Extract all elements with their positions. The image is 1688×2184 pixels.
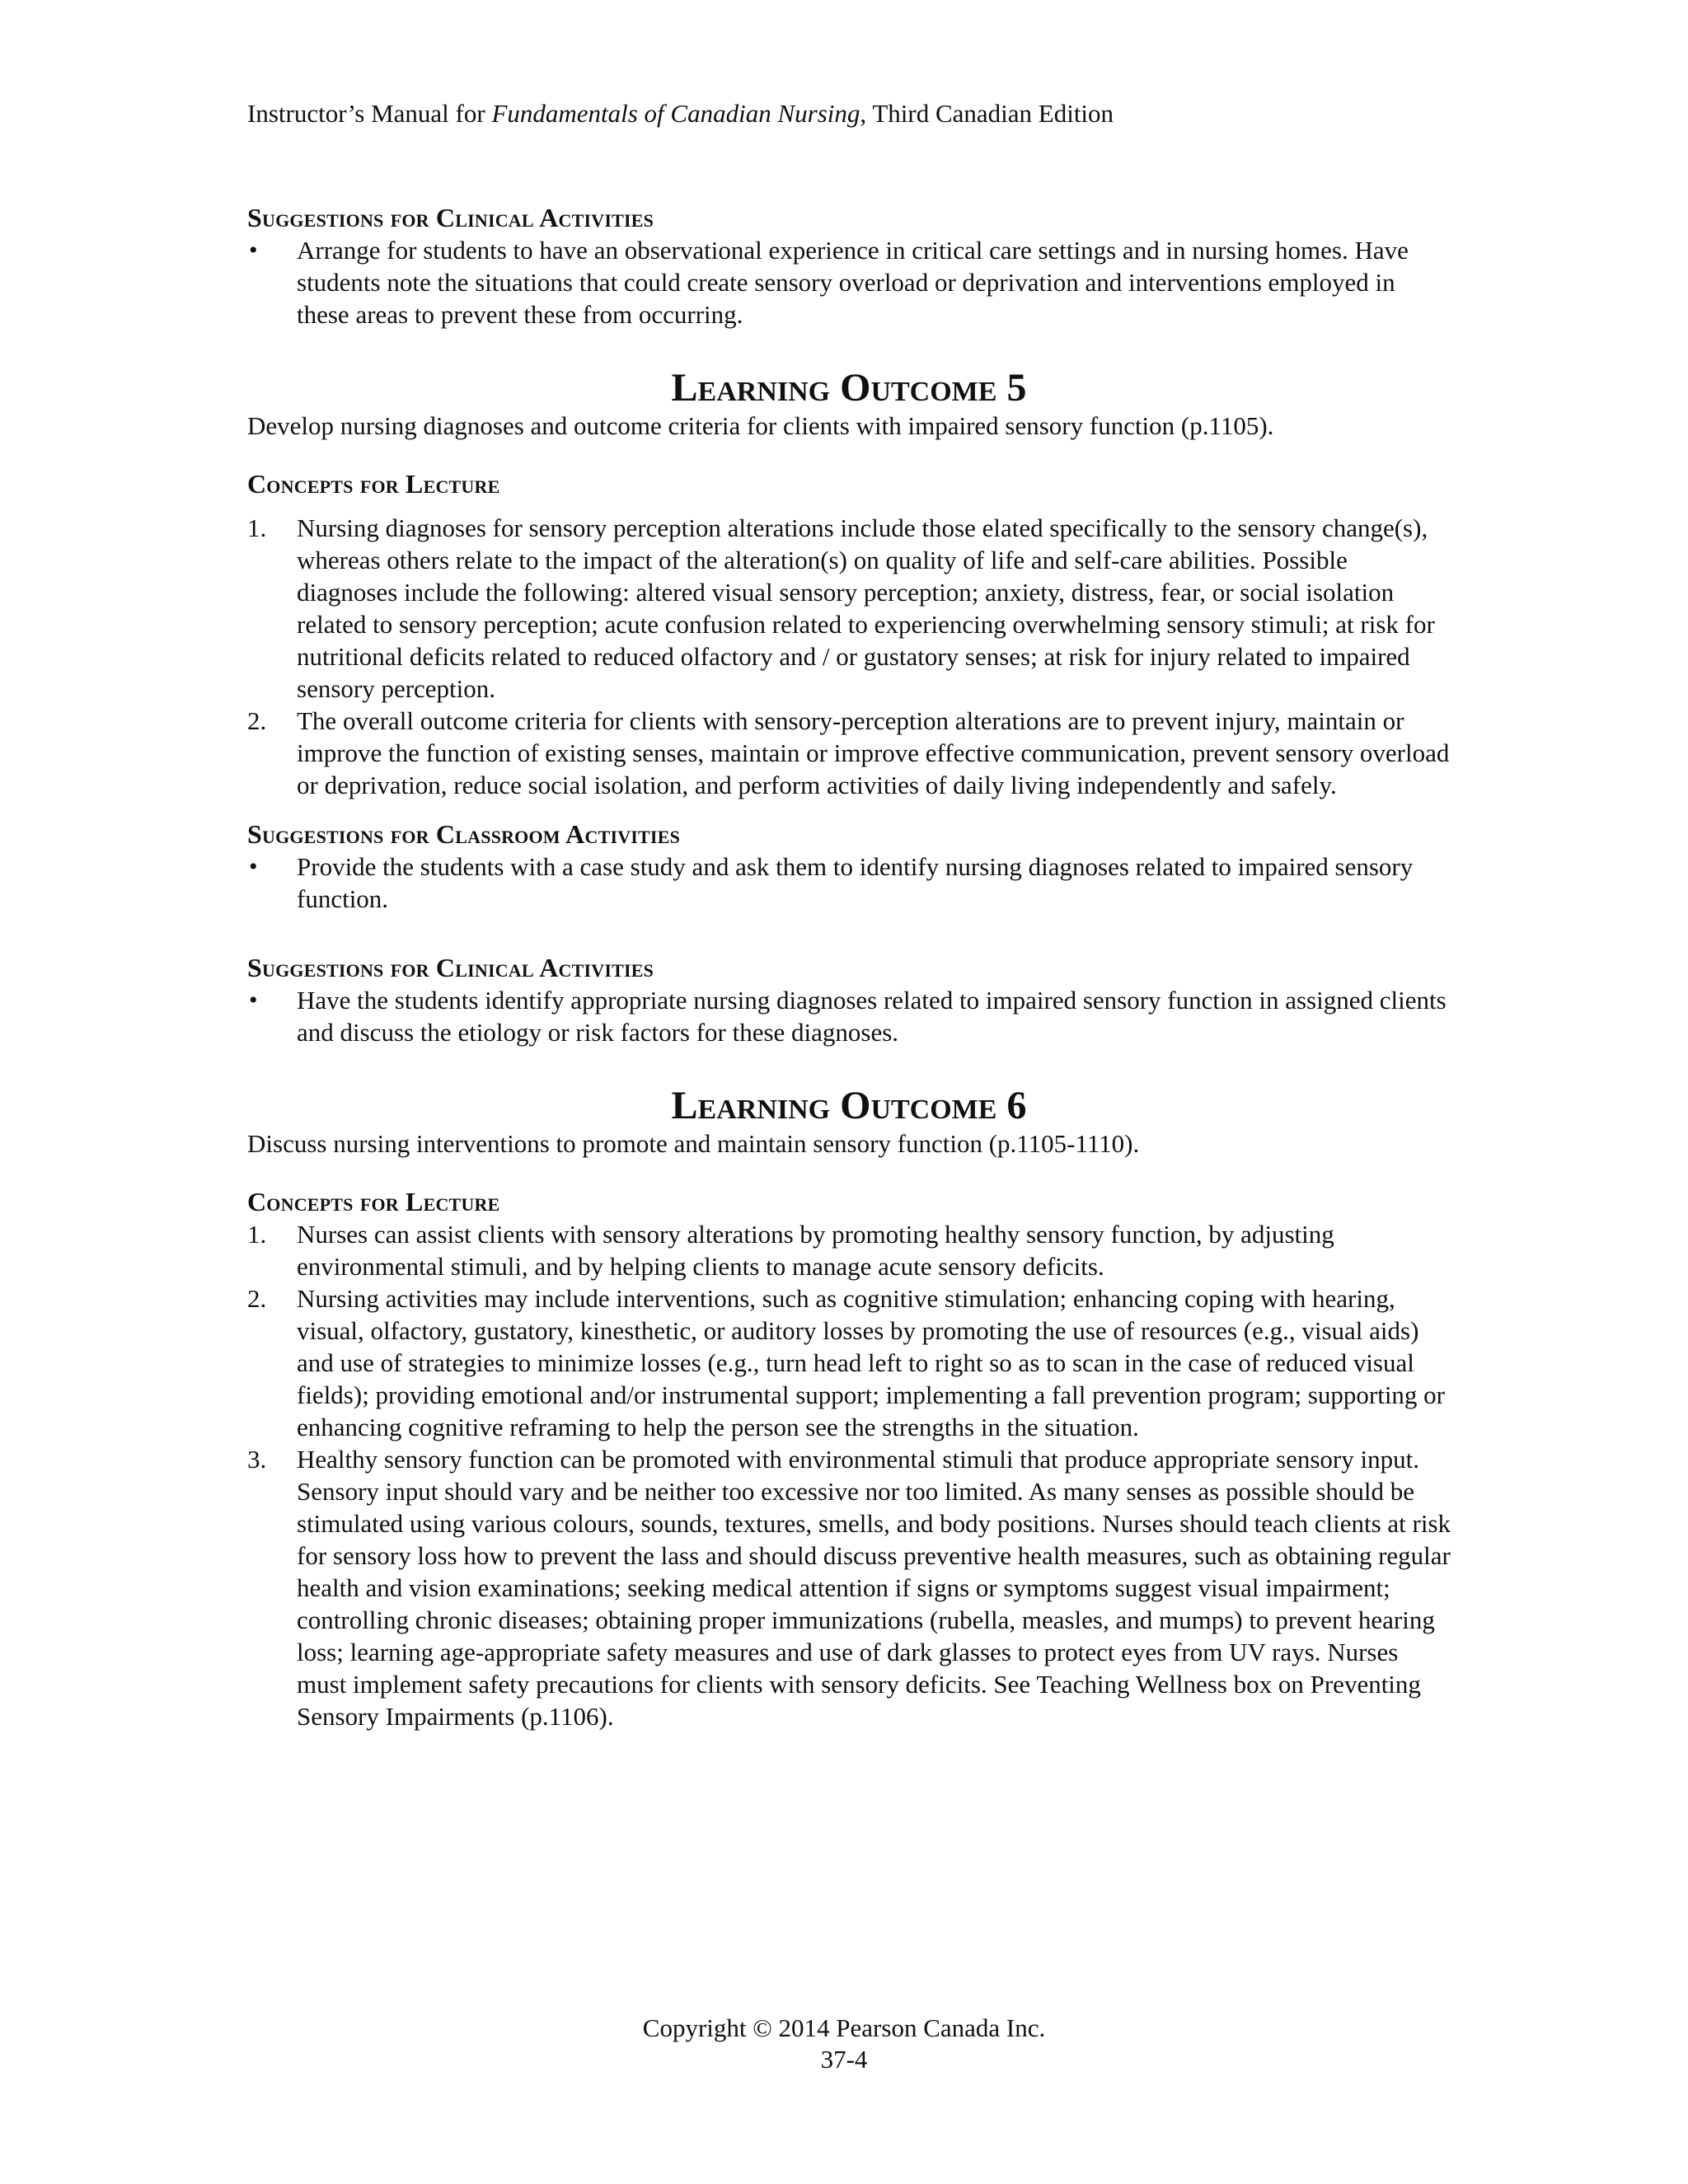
list-item-text: Nurses can assist clients with sensory alterations by promoting healthy sensory function, by adjusting environmental stimuli, and by helping clients to manage acute sensory deficits. xyxy=(297,1220,1334,1281)
header-book-title: Fundamentals of Canadian Nursing xyxy=(491,99,860,128)
clinical-activities-list xyxy=(247,234,1451,330)
list-item-text: Healthy sensory function can be promoted with environmental stimuli that produce appropriate sensory input. Sensory input should vary and be neither too excessive nor too limited. As many senses as possible should be stimulated using various colours, sounds, textures, smells, and body positions. Nurses should teach clients at risk for sensory loss how to prevent the lass and should discuss preventive health measures, such as obtaining regular health and vision examinations; seeking medical attention if signs or symptoms suggest visual impairment; controlling chronic diseases; obtaining proper immunizations (rubella, measles, and mumps) to prevent hearing loss; learning age-appropriate safety measures and use of dark glasses to protect eyes from UV rays. Nurses must implement safety precautions for clients with sensory deficits. See Teaching Wellness box on Preventing Sensory Impairments (p.1106). xyxy=(297,1445,1451,1731)
list-item-text: Provide the students with a case study and ask them to identify nursing diagnoses related to impaired sensory function. xyxy=(297,852,1414,913)
header-suffix: , Third Canadian Edition xyxy=(860,99,1114,128)
item-number: 2. xyxy=(247,706,267,735)
lecture-concepts-list xyxy=(247,1218,1451,1732)
concepts-for-lecture-heading: Concepts for Lecture xyxy=(247,469,500,499)
list-item xyxy=(247,1443,1451,1732)
item-number: 1. xyxy=(247,513,267,542)
list-item-text: Nursing activities may include interventions, such as cognitive stimulation; enhancing coping with hearing, visual, olfactory, gustatory, kinesthetic, or auditory losses by promoting the use of resources (e.g., visual aids) and use of strategies to minimize losses (e.g., turn head left to right so as to scan in the case of reduced visual fields); providing emotional and/or instrumental support; implementing a fall prevention program; supporting or enhancing cognitive reframing to help the person see the strengths in the situation. xyxy=(297,1284,1446,1441)
learning-outcome-5-description: Develop nursing diagnoses and outcome criteria for clients with impaired sensory function (p.1105). xyxy=(247,411,1274,440)
copyright-notice: Copyright © 2014 Pearson Canada Inc. xyxy=(642,2013,1046,2042)
item-number: 2. xyxy=(247,1284,267,1313)
bullet-marker: • xyxy=(249,853,258,880)
page-number: 37-4 xyxy=(820,2045,868,2074)
page-footer xyxy=(0,2013,1688,2075)
running-header xyxy=(247,97,1451,130)
clinical-activities-heading: Suggestions for Clinical Activities xyxy=(247,203,654,232)
item-number: 3. xyxy=(247,1445,267,1474)
document-page xyxy=(247,97,1451,1732)
learning-outcome-6-description: Discuss nursing interventions to promote and maintain sensory function (p.1105-1110). xyxy=(247,1129,1140,1158)
item-number: 1. xyxy=(247,1220,267,1249)
list-item xyxy=(247,705,1451,801)
learning-outcome-5-title: Learning Outcome 5 xyxy=(671,366,1027,410)
list-item xyxy=(247,512,1451,705)
header-prefix: Instructor’s Manual for xyxy=(247,99,492,128)
list-item xyxy=(247,851,1451,915)
bullet-marker: • xyxy=(249,987,258,1014)
lecture-concepts-list xyxy=(247,512,1451,801)
classroom-activities-list xyxy=(247,851,1451,915)
list-item xyxy=(247,984,1451,1048)
list-item xyxy=(247,234,1451,330)
list-item-text: The overall outcome criteria for clients with sensory-perception alterations are to prevent injury, maintain or improve the function of existing senses, maintain or improve effective communication, prevent sensory overload or deprivation, reduce social isolation, and perform activities of daily living independently and safely. xyxy=(297,706,1450,799)
list-item-text: Have the students identify appropriate nursing diagnoses related to impaired sensory function in assigned clients and discuss the etiology or risk factors for these diagnoses. xyxy=(297,986,1447,1047)
classroom-activities-heading: Suggestions for Classroom Activities xyxy=(247,819,681,849)
learning-outcome-6-title: Learning Outcome 6 xyxy=(671,1084,1027,1127)
clinical-activities-heading: Suggestions for Clinical Activities xyxy=(247,953,654,982)
list-item-text: Nursing diagnoses for sensory perception alterations include those elated specifically to the sensory change(s), whereas others relate to the impact of the alteration(s) on quality of life and self-care abilities. Possible diagnoses include the following: altered visual sensory perception; anxiety, distress, fear, or social isolation related to sensory perception; acute confusion related to experiencing overwhelming sensory stimuli; at risk for nutritional deficits related to reduced olfactory and / or gustatory senses; at risk for injury related to impaired sensory perception. xyxy=(297,513,1435,703)
list-item xyxy=(247,1218,1451,1282)
list-item xyxy=(247,1282,1451,1443)
bullet-marker: • xyxy=(249,237,258,264)
clinical-activities-list xyxy=(247,984,1451,1048)
concepts-for-lecture-heading: Concepts for Lecture xyxy=(247,1187,500,1216)
list-item-text: Arrange for students to have an observational experience in critical care settings and in nursing homes. Have students note the situations that could create sensory overload or deprivation and interventions employed in these areas to prevent these from occurring. xyxy=(297,236,1409,329)
